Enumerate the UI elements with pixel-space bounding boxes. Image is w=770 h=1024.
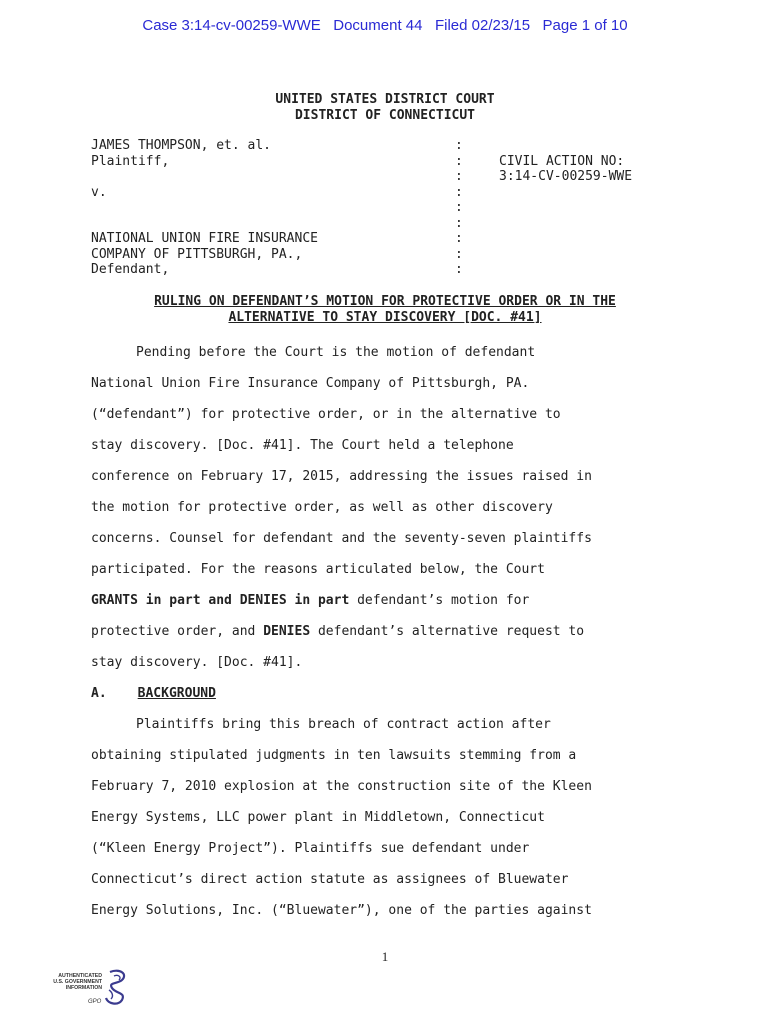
caption-parties xyxy=(91,138,318,278)
body-line: (“Kleen Energy Project”). Plaintiffs sue defendant under xyxy=(91,841,530,856)
section-title: BACKGROUND xyxy=(137,686,216,701)
body-line: Plaintiffs bring this breach of contract action after xyxy=(136,717,551,732)
caption-line xyxy=(91,200,318,216)
caption-colon: : xyxy=(455,169,463,184)
caption-colon: : xyxy=(455,246,463,262)
gpo-label: GPO xyxy=(88,999,102,1005)
civil-action-number: 3:14-CV-00259-WWE xyxy=(499,169,633,184)
caption-colon: : xyxy=(455,184,463,200)
body-line xyxy=(91,616,691,647)
body-line: Energy Solutions, Inc. (“Bluewater”), one of the parties against xyxy=(91,903,592,918)
ruling-title-line-1: RULING ON DEFENDANT’S MOTION FOR PROTECTIVE ORDER OR IN THE xyxy=(154,294,616,309)
caption-colon: : xyxy=(455,200,463,215)
section-heading xyxy=(91,678,691,709)
gpo-line: U.S. GOVERNMENT xyxy=(53,978,102,985)
body-line: concerns. Counsel for defendant and the seventy-seven plaintiffs xyxy=(91,531,592,546)
caption-line: NATIONAL UNION FIRE INSURANCE xyxy=(91,231,318,246)
body-line: obtaining stipulated judgments in ten lawsuits stemming from a xyxy=(91,748,577,763)
body-line: National Union Fire Insurance Company of Pittsburgh, PA. xyxy=(91,376,530,391)
case-header-stamp: Case 3:14-cv-00259-WWE Document 44 Filed 02/23/15 Page 1 of 10 xyxy=(142,17,628,34)
gpo-line: INFORMATION xyxy=(65,984,102,991)
caption-line: COMPANY OF PITTSBURGH, PA., xyxy=(91,246,303,262)
caption-colon: : xyxy=(455,138,463,153)
document-body xyxy=(91,337,691,926)
caption-colon: : xyxy=(455,262,463,277)
body-line: the motion for protective order, as well as other discovery xyxy=(91,500,553,515)
ruling-denies: DENIES xyxy=(263,624,311,639)
caption-colons xyxy=(455,138,463,278)
body-text: defendant’s alternative request to xyxy=(310,624,585,639)
court-line-2: DISTRICT OF CONNECTICUT xyxy=(294,108,475,123)
caption-line: Defendant, xyxy=(91,262,170,277)
section-letter: A. xyxy=(91,686,107,701)
caption-line xyxy=(91,216,318,232)
caption-colon: : xyxy=(455,231,463,246)
eagle-icon xyxy=(100,968,130,1008)
body-line xyxy=(91,585,691,616)
caption-line: Plaintiff, xyxy=(91,153,170,169)
body-line: Energy Systems, LLC power plant in Middletown, Connecticut xyxy=(91,810,545,825)
caption-line: JAMES THOMPSON, et. al. xyxy=(91,138,272,153)
caption-colon: : xyxy=(455,153,463,169)
body-line: February 7, 2010 explosion at the construction site of the Kleen xyxy=(91,779,592,794)
body-line: stay discovery. [Doc. #41]. The Court held a telephone xyxy=(91,438,514,453)
body-line: Pending before the Court is the motion of defendant xyxy=(136,345,536,360)
body-line: Connecticut’s direct action statute as assignees of Bluewater xyxy=(91,872,569,887)
ruling-grants-denies: GRANTS in part and DENIES in part xyxy=(91,593,350,608)
ruling-title xyxy=(110,294,660,326)
body-line: stay discovery. [Doc. #41]. xyxy=(91,655,303,670)
body-text: defendant’s motion for xyxy=(349,593,530,608)
body-line: conference on February 17, 2015, addressing the issues raised in xyxy=(91,469,592,484)
civil-action-label: CIVIL ACTION NO: xyxy=(499,153,625,169)
body-line: participated. For the reasons articulated below, the Court xyxy=(91,562,545,577)
gpo-authentication-logo xyxy=(42,968,132,1012)
ruling-title-line-2: ALTERNATIVE TO STAY DISCOVERY [DOC. #41] xyxy=(228,310,542,325)
caption-line: v. xyxy=(91,184,107,200)
gpo-line: AUTHENTICATED xyxy=(58,973,102,979)
body-line: (“defendant”) for protective order, or in the alternative to xyxy=(91,407,561,422)
gpo-logo-text xyxy=(42,974,102,991)
caption-colon: : xyxy=(455,215,463,231)
body-text: protective order, and xyxy=(91,624,264,639)
civil-action-block xyxy=(499,154,632,185)
caption-line xyxy=(91,169,318,185)
page-number: 1 xyxy=(381,949,389,964)
court-name xyxy=(0,92,770,124)
court-line-1: UNITED STATES DISTRICT COURT xyxy=(275,92,495,107)
